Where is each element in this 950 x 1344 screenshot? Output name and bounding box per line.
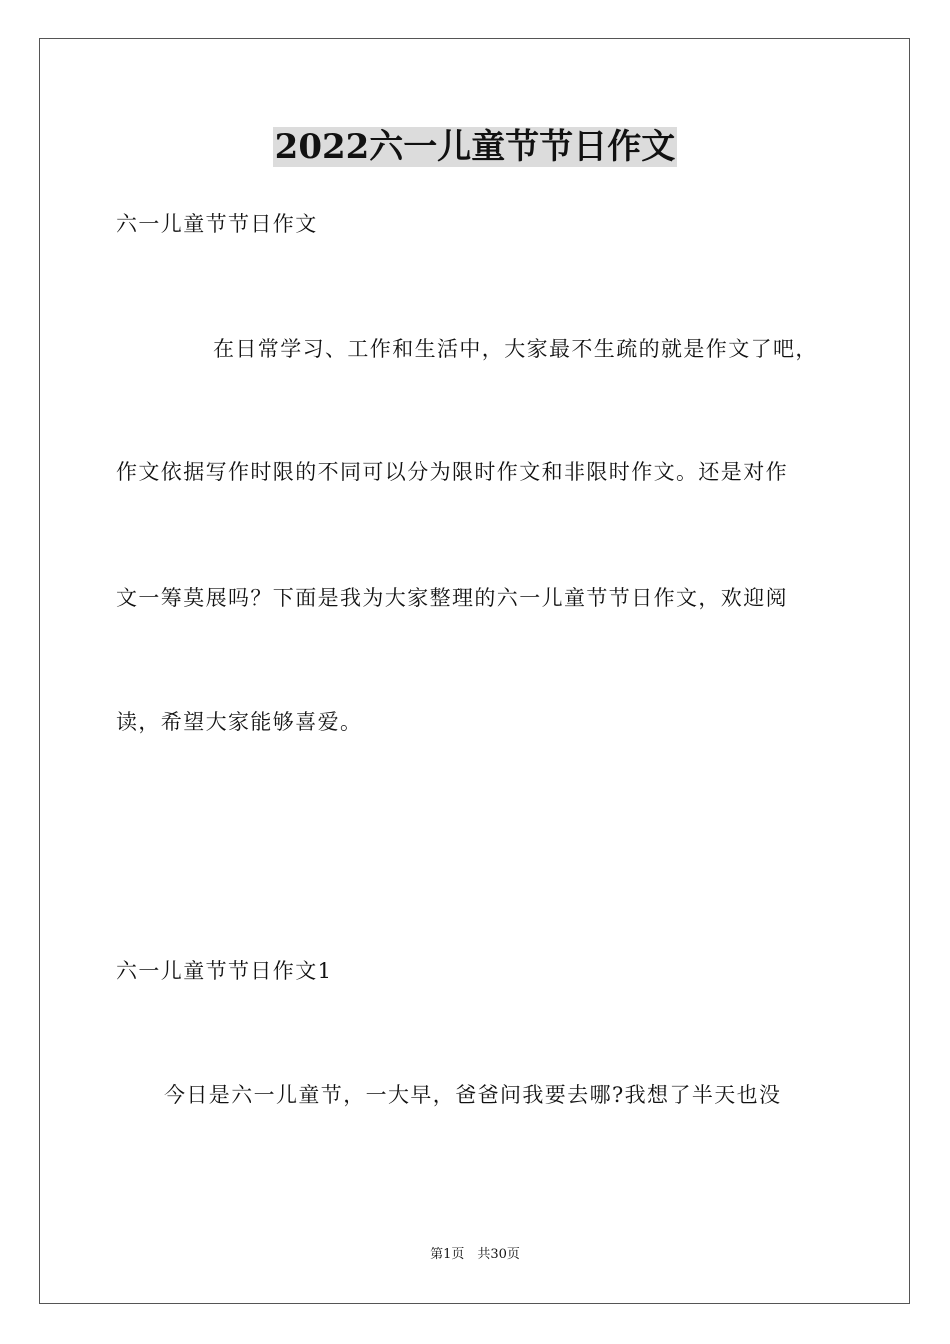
document-title-text: 2022六一儿童节节日作文 xyxy=(274,127,676,167)
paragraph-line: 在日常学习、工作和生活中，大家最不生疏的就是作文了吧， xyxy=(213,337,818,361)
section-heading: 六一儿童节节日作文1 xyxy=(116,959,333,983)
paragraph-line: 今日是六一儿童节，一大早，爸爸问我要去哪?我想了半天也没 xyxy=(164,1083,782,1107)
page-footer: 第1页 共30页 xyxy=(430,1247,520,1262)
document-title xyxy=(0,122,950,172)
paragraph-line: 文一筹莫展吗？下面是我为大家整理的六一儿童节节日作文，欢迎阅 xyxy=(116,586,788,610)
intro-heading: 六一儿童节节日作文 xyxy=(116,212,318,236)
paragraph-line: 读，希望大家能够喜爱。 xyxy=(116,710,363,734)
paragraph-line: 作文依据写作时限的不同可以分为限时作文和非限时作文。还是对作 xyxy=(116,460,788,484)
